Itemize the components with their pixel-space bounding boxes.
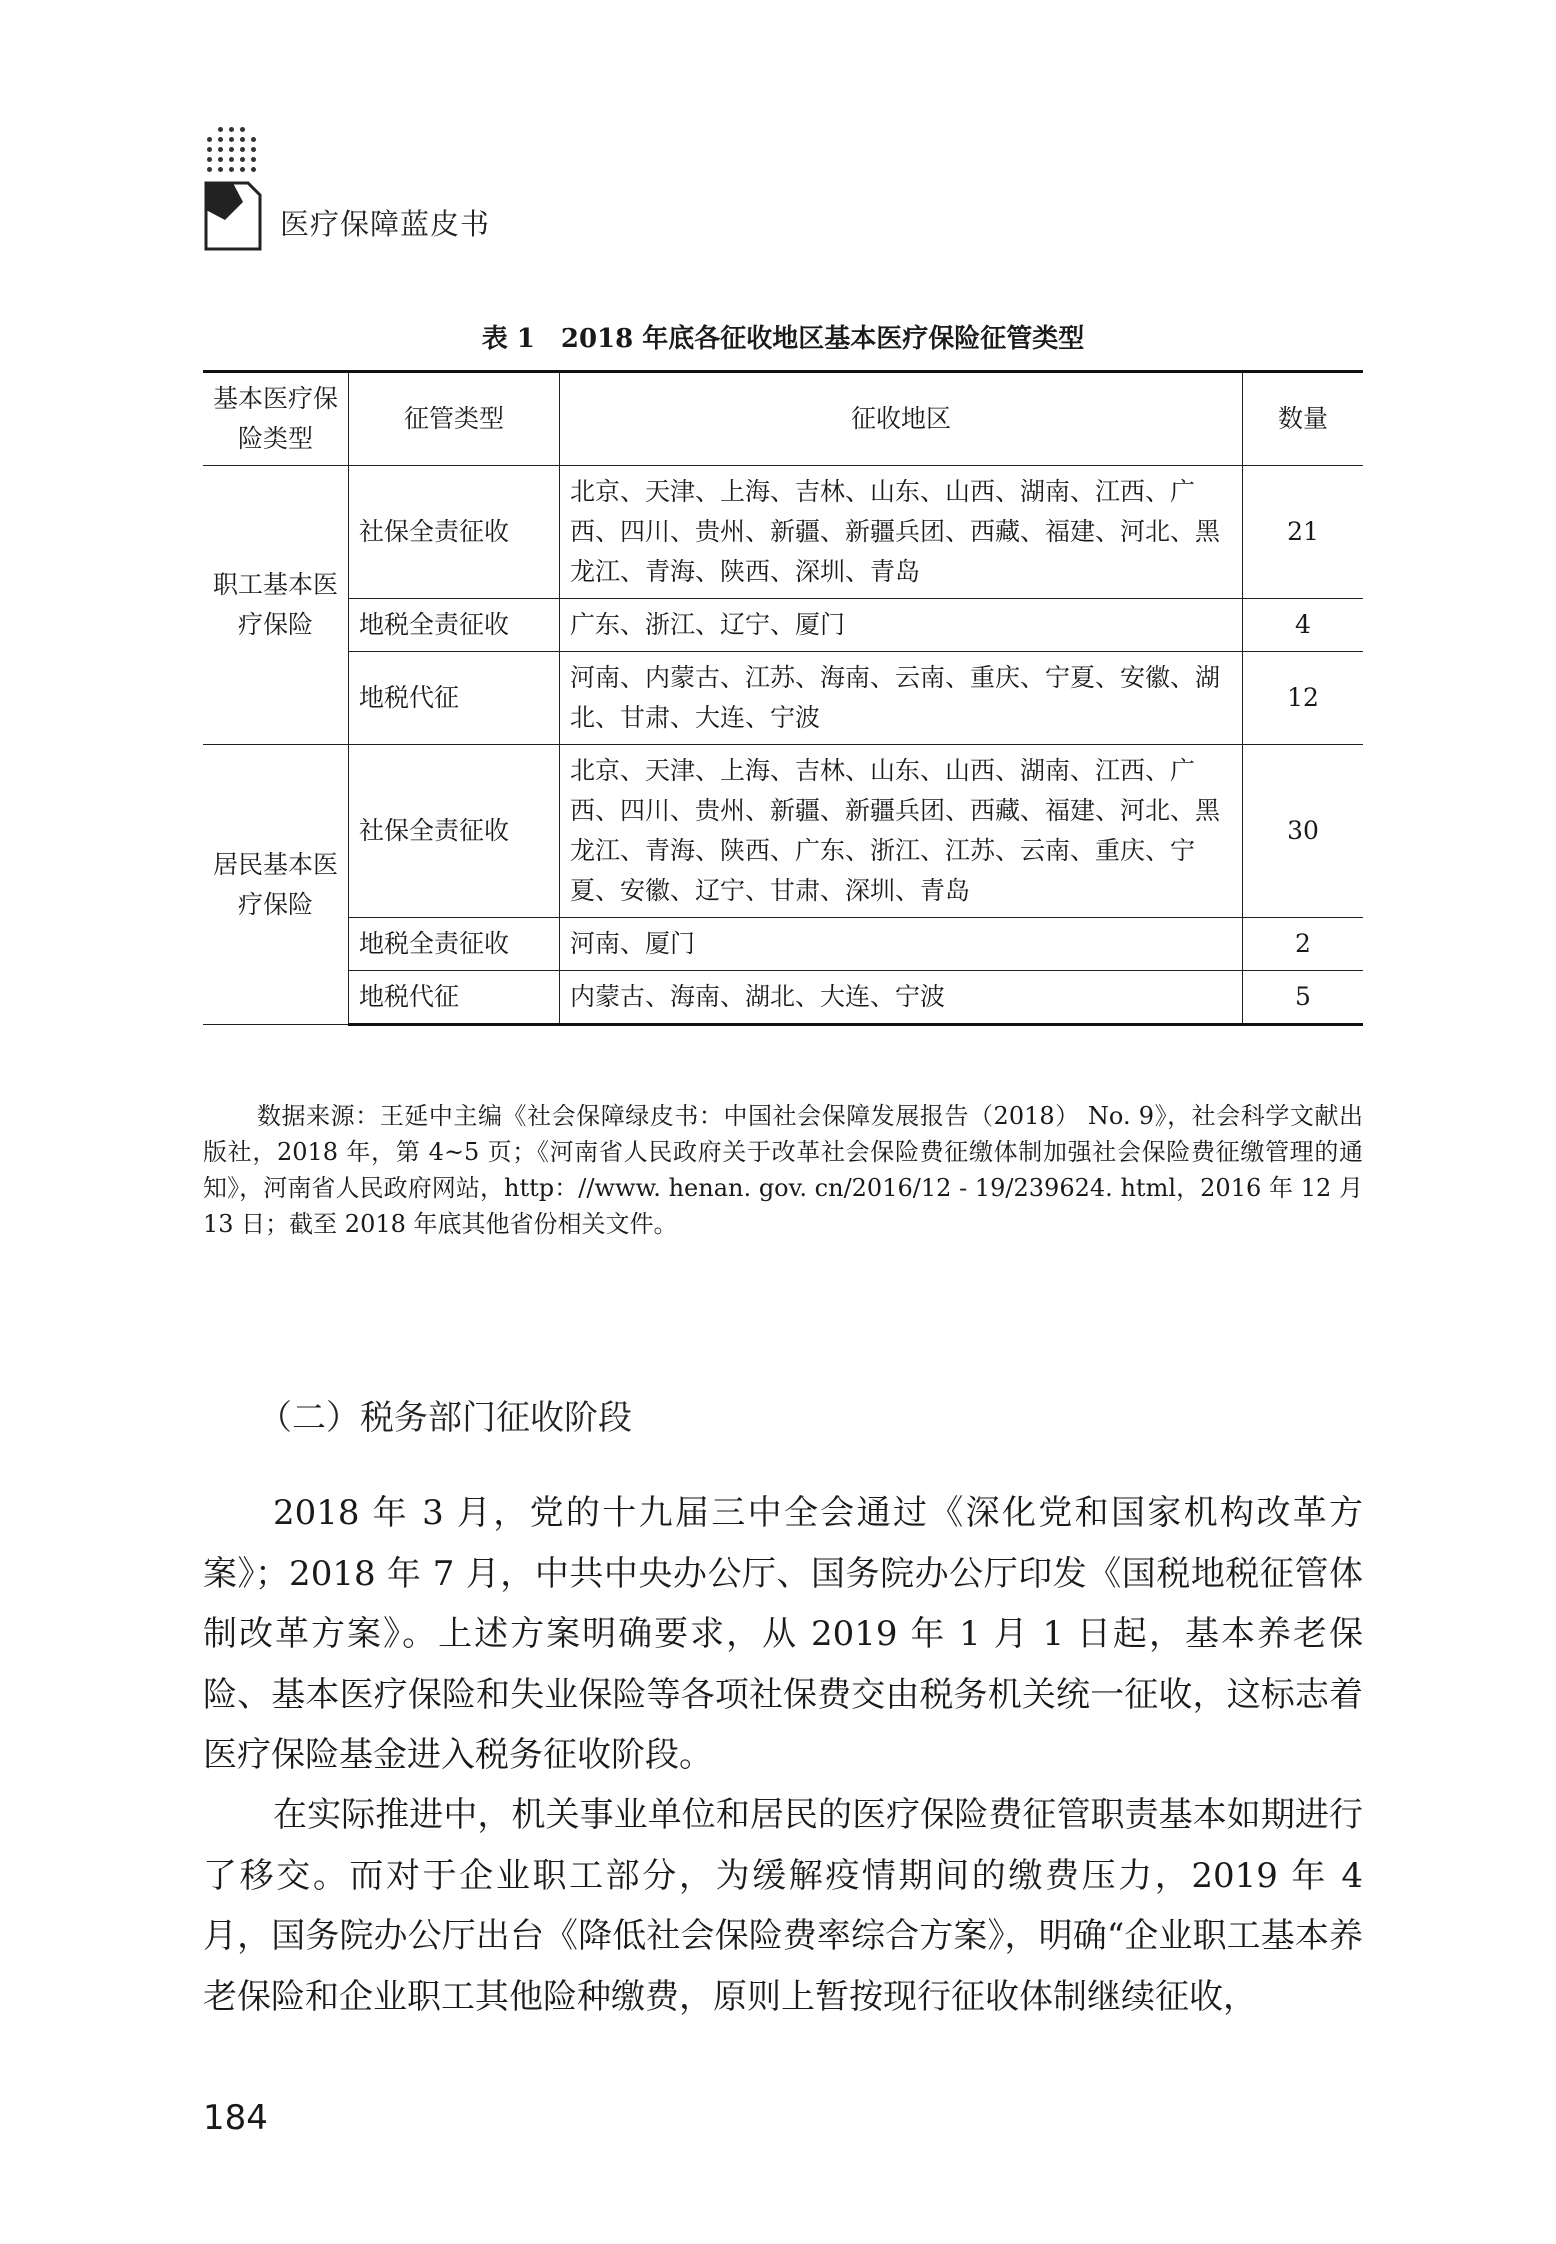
table-row xyxy=(203,971,1363,1025)
mode-cell: 地税代征 xyxy=(349,971,560,1025)
page-number: 184 xyxy=(203,2098,268,2138)
mode-cell: 地税全责征收 xyxy=(349,599,560,652)
logo-dot xyxy=(218,137,223,142)
regions-cell: 河南、厦门 xyxy=(560,918,1243,971)
logo-dot xyxy=(240,147,245,152)
table-row xyxy=(203,599,1363,652)
column-header-regions: 征收地区 xyxy=(560,372,1243,466)
body-paragraph: 2018 年 3 月，党的十九届三中全会通过《深化党和国家机构改革方案》；2018 年 7 月，中共中央办公厅、国务院办公厅印发《国税地税征管体制改革方案》。上述方案明确要求，从 2019 年 1 月 1 日起，基本养老保险、基本医疗保险和失业保险等各项社保费交由税务机关统一征收，这标志着医疗保险基金进入税务征收阶段。 xyxy=(203,1493,1363,1775)
logo-dot xyxy=(229,147,234,152)
table-row xyxy=(203,652,1363,745)
dot-grid-icon xyxy=(203,125,263,175)
count-cell: 2 xyxy=(1243,918,1364,971)
book-corner-icon xyxy=(203,180,263,252)
logo-dot xyxy=(251,137,256,142)
table-row xyxy=(203,466,1363,599)
logo-dot xyxy=(207,137,212,142)
logo-dot xyxy=(229,157,234,162)
count-cell: 4 xyxy=(1243,599,1364,652)
table-header-row xyxy=(203,372,1363,466)
regions-cell: 河南、内蒙古、江苏、海南、云南、重庆、宁夏、安徽、湖北、甘肃、大连、宁波 xyxy=(560,652,1243,745)
logo-dot xyxy=(229,137,234,142)
table-row xyxy=(203,918,1363,971)
count-cell: 21 xyxy=(1243,466,1364,599)
mode-cell: 社保全责征收 xyxy=(349,466,560,599)
logo-dot xyxy=(251,157,256,162)
logo-dot xyxy=(218,167,223,172)
mode-cell: 地税全责征收 xyxy=(349,918,560,971)
logo-dot xyxy=(207,167,212,172)
logo-dot xyxy=(218,127,223,132)
logo-dot xyxy=(251,167,256,172)
insurance-type-cell: 居民基本医疗保险 xyxy=(203,745,349,1025)
collection-type-table xyxy=(203,370,1363,1026)
body-paragraph: 在实际推进中，机关事业单位和居民的医疗保险费征管职责基本如期进行了移交。而对于企业职工部分，为缓解疫情期间的缴费压力，2019 年 4 月，国务院办公厅出台《降低社会保险费率综合方案》，明确“企业职工基本养老保险和企业职工其他险种缴费，原则上暂按现行征收体制继续征收， xyxy=(203,1795,1363,2017)
logo-dot xyxy=(240,127,245,132)
column-header-insurance-type: 基本医疗保险类型 xyxy=(203,372,349,466)
logo-dot xyxy=(218,157,223,162)
logo-dot xyxy=(218,147,223,152)
table-source-note: 数据来源：王延中主编《社会保障绿皮书：中国社会保障发展报告（2018） No. 9》，社会科学文献出版社，2018 年，第 4~5 页；《河南省人民政府关于改革社会保险费征缴体制加强社会保险费征缴管理的通知》，河南省人民政府网站，http：//www. henan. gov. cn/2016/12 - 19/239624. html，2016 年 12 月 13 日；截至 2018 年底其他省份相关文件。 xyxy=(203,1102,1363,1238)
count-cell: 5 xyxy=(1243,971,1364,1025)
count-cell: 12 xyxy=(1243,652,1364,745)
mode-cell: 地税代征 xyxy=(349,652,560,745)
mode-cell: 社保全责征收 xyxy=(349,745,560,918)
logo-dot xyxy=(240,137,245,142)
regions-cell: 北京、天津、上海、吉林、山东、山西、湖南、江西、广西、四川、贵州、新疆、新疆兵团、西藏、福建、河北、黑龙江、青海、陕西、深圳、青岛 xyxy=(560,466,1243,599)
logo-dot xyxy=(240,157,245,162)
logo-dot xyxy=(240,167,245,172)
column-header-mode: 征管类型 xyxy=(349,372,560,466)
logo-dot xyxy=(229,127,234,132)
logo-dot xyxy=(229,167,234,172)
regions-cell: 广东、浙江、辽宁、厦门 xyxy=(560,599,1243,652)
insurance-type-cell: 职工基本医疗保险 xyxy=(203,466,349,745)
regions-cell: 内蒙古、海南、湖北、大连、宁波 xyxy=(560,971,1243,1025)
logo-dot xyxy=(251,147,256,152)
count-cell: 30 xyxy=(1243,745,1364,918)
table-caption: 表 1 2018 年底各征收地区基本医疗保险征管类型 xyxy=(481,324,1085,354)
column-header-count: 数量 xyxy=(1243,372,1364,466)
series-title: 医疗保障蓝皮书 xyxy=(280,207,491,241)
series-logo xyxy=(203,125,263,255)
logo-dot xyxy=(207,157,212,162)
logo-dot xyxy=(207,147,212,152)
regions-cell: 北京、天津、上海、吉林、山东、山西、湖南、江西、广西、四川、贵州、新疆、新疆兵团、西藏、福建、河北、黑龙江、青海、陕西、广东、浙江、江苏、云南、重庆、宁夏、安徽、辽宁、甘肃、深圳、青岛 xyxy=(560,745,1243,918)
section-heading: （二）税务部门征收阶段 xyxy=(258,1398,632,1438)
table-row xyxy=(203,745,1363,918)
